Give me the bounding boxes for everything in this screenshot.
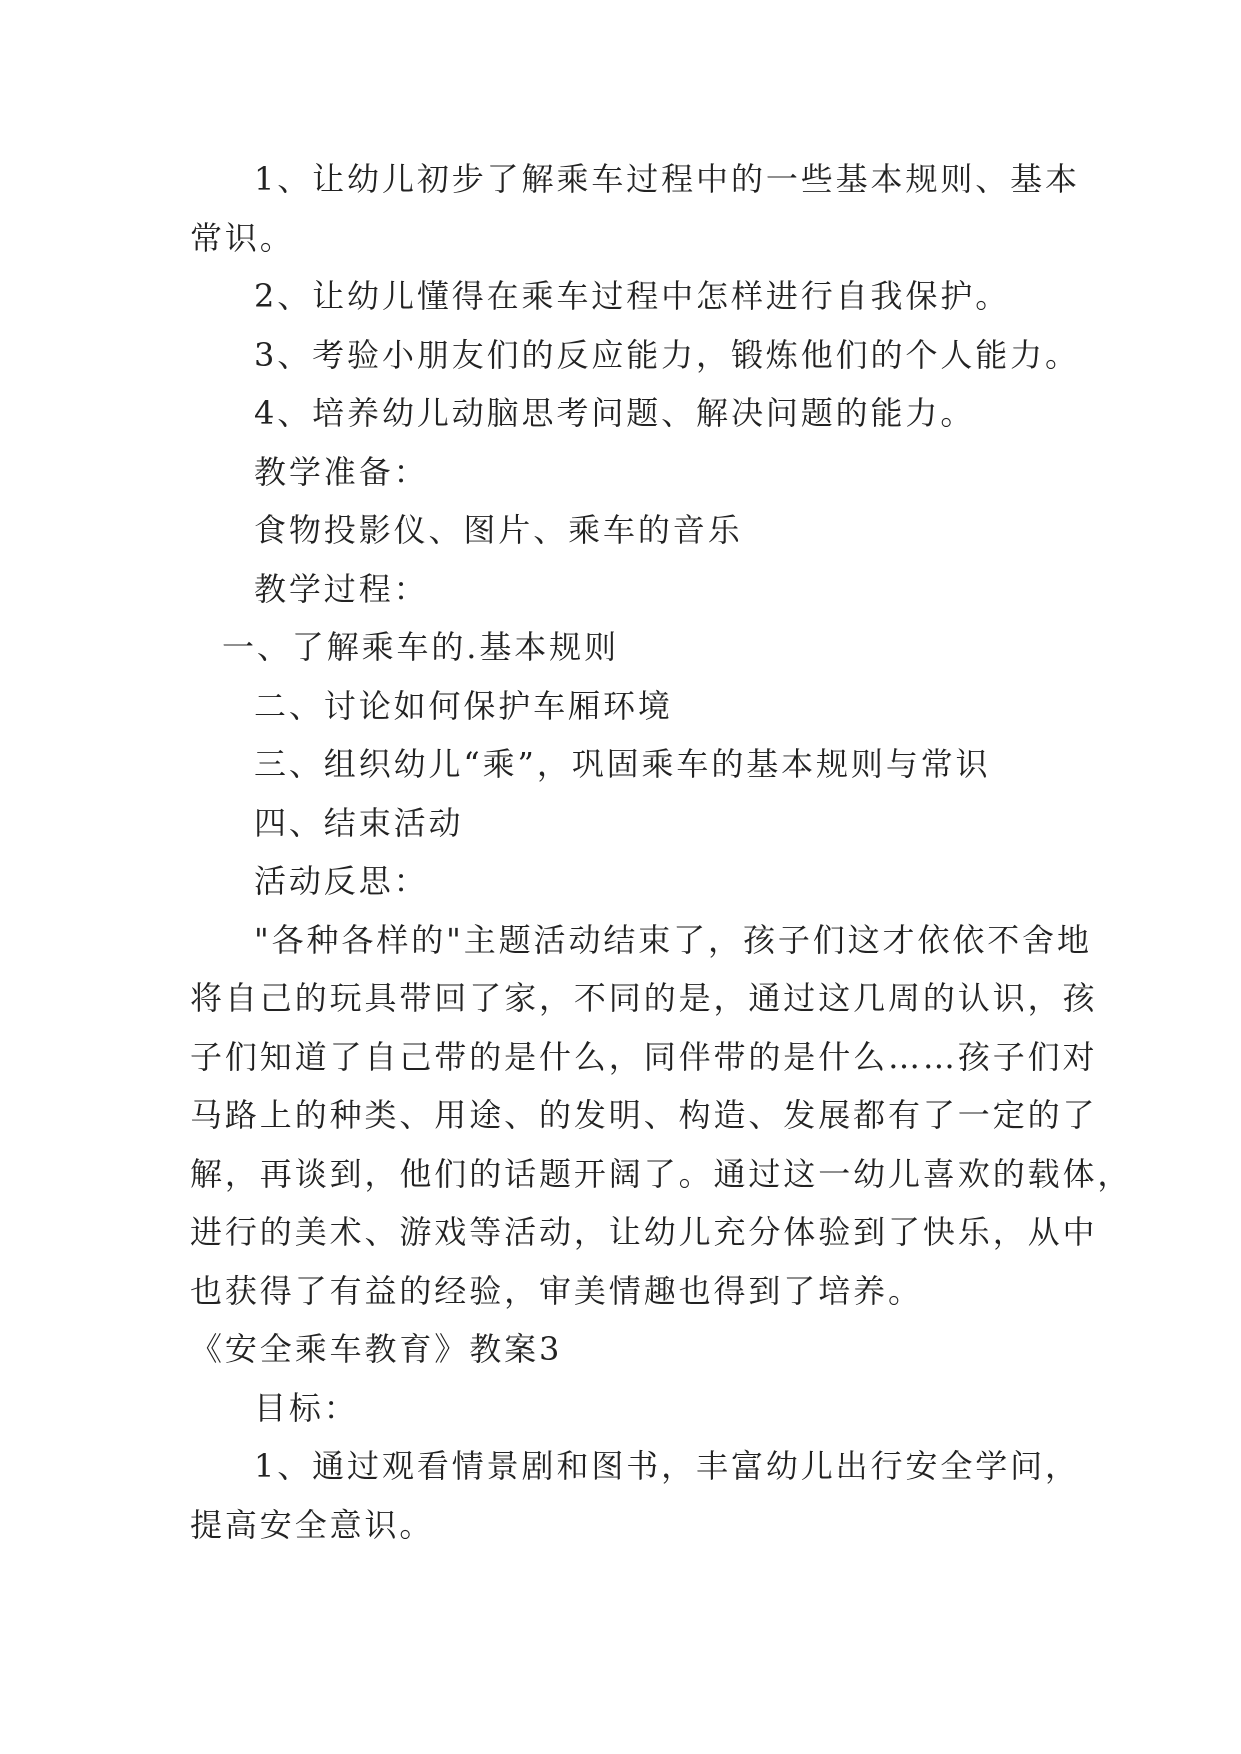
reflection-line-7: 也获得了有益的经验，审美情趣也得到了培养。: [190, 1271, 923, 1310]
process-step-3: 三、组织幼儿“乘”，巩固乘车的基本规则与常识: [254, 745, 991, 783]
process-step-2: 二、讨论如何保护车厢环境: [254, 686, 673, 725]
objective-1-line-1: 1、通过观看情景剧和图书，丰富幼儿出行安全学问，: [254, 1447, 1080, 1485]
goal-4: 4、培养幼儿动脑思考问题、解决问题的能力。: [254, 394, 976, 432]
reflection-line-6: 进行的美术、游戏等活动，让幼儿充分体验到了快乐，从中: [190, 1213, 1098, 1251]
process-step-1: 一、了解乘车的.基本规则: [222, 628, 619, 666]
goal-1-line-1: 1、让幼儿初步了解乘车过程中的一些基本规则、基本: [254, 160, 1080, 198]
goal-3: 3、考验小朋友们的反应能力，锻炼他们的个人能力。: [254, 335, 1080, 374]
section-heading-reflection: 活动反思：: [254, 862, 429, 900]
goal-1-line-2: 常识。: [190, 218, 295, 257]
section-heading-process: 教学过程：: [254, 569, 429, 608]
reflection-line-1: "各种各样的"主题活动结束了，孩子们这才依依不舍地: [254, 920, 1092, 959]
preparation-items: 食物投影仪、图片、乘车的音乐: [254, 511, 743, 549]
objective-1-line-2: 提高安全意识。: [190, 1505, 435, 1544]
reflection-line-4: 马路上的种类、用途、的发明、构造、发展都有了一定的了: [190, 1096, 1098, 1134]
goal-2: 2、让幼儿懂得在乘车过程中怎样进行自我保护。: [254, 277, 1011, 315]
section-heading-objectives: 目标：: [254, 1388, 359, 1427]
process-step-4: 四、结束活动: [254, 803, 464, 842]
section-heading-preparation: 教学准备：: [254, 452, 429, 491]
lesson-plan-title: 《安全乘车教育》教案3: [190, 1330, 563, 1368]
body-text: [190, 150, 1133, 1554]
reflection-line-5: 解，再谈到，他们的话题开阔了。通过这一幼儿喜欢的载体，: [190, 1154, 1133, 1193]
reflection-line-2: 将自己的玩具带回了家，不同的是，通过这几周的认识，孩: [190, 979, 1098, 1017]
reflection-line-3: 子们知道了自己带的是什么，同伴带的是什么……孩子们对: [190, 1037, 1098, 1076]
